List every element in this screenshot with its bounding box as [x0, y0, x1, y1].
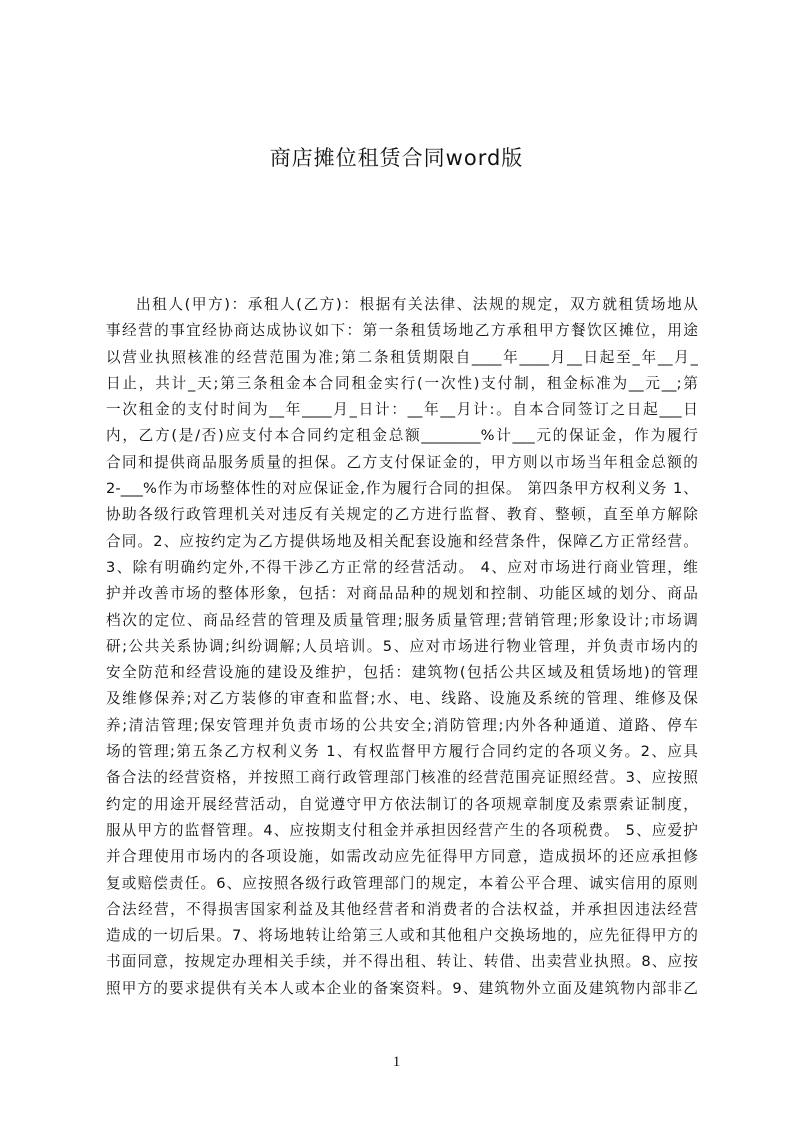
body-line: 3、除有明确约定外,不得干涉乙方正常的经营活动。 4、应对市场进行商业管理，维	[106, 558, 698, 576]
body-line: 日止，共计_天;第三条租金本合同租金实行(一次性)支付制，租金标准为__元__;第	[106, 374, 698, 392]
body-line: 护并改善市场的整体形象，包括：对商品品种的规划和控制、功能区域的划分、商品	[106, 585, 698, 603]
body-line: 并合理使用市场内的各项设施，如需改动应先征得甲方同意，造成损坏的还应承担修	[106, 848, 698, 866]
body-line: 事经营的事宜经协商达成协议如下：第一条租赁场地乙方承租甲方餐饮区摊位，用途	[106, 322, 698, 340]
body-line: 书面同意，按规定办理相关手续，并不得出租、转让、转借、出卖营业执照。8、应按	[106, 953, 698, 971]
body-line: 安全防范和经营设施的建设及维护，包括：建筑物(包括公共区域及租赁场地)的管理	[106, 664, 698, 682]
body-line: 备合法的经营资格，并按照工商行政管理部门核准的经营范围亮证照经营。3、应按照	[106, 769, 698, 787]
body-line: 服从甲方的监督管理。4、应按期支付租金并承担因经营产生的各项税费。 5、应爱护	[106, 821, 698, 839]
body-line: 照甲方的要求提供有关本人或本企业的备案资料。9、建筑物外立面及建筑物内部非乙	[106, 979, 698, 997]
body-line: 合同和提供商品服务质量的担保。乙方支付保证金的，甲方则以市场当年租金总额的	[106, 453, 698, 471]
page-number: 1	[392, 1054, 401, 1070]
body-line: 一次租金的支付时间为__年____月_日计：__年__月计:。自本合同签订之日起___日	[106, 401, 698, 419]
body-line: 内，乙方(是/否)应支付本合同约定租金总额________%计___元的保证金，作为履行	[106, 427, 698, 445]
body-line: 造成的一切后果。7、将场地转让给第三人或和其他租户交换场地的，应先征得甲方的	[106, 927, 698, 945]
body-line: 养;清洁管理;保安管理并负责市场的公共安全;消防管理;内外各种通道、道路、停车	[106, 716, 698, 734]
body-line: 场的管理;第五条乙方权利义务 1、有权监督甲方履行合同约定的各项义务。2、应具	[106, 743, 698, 761]
body-line: 复或赔偿责任。6、应按照各级行政管理部门的规定，本着公平合理、诚实信用的原则	[106, 874, 698, 892]
contract-body	[106, 292, 698, 1032]
body-line: 出租人(甲方)：承租人(乙方)：根据有关法律、法规的规定，双方就租赁场地从	[136, 296, 698, 313]
body-line: 以营业执照核准的经营范围为准;第二条租赁期限自____年____月__日起至_年__月_	[106, 348, 698, 366]
body-line: 约定的用途开展经营活动，自觉遵守甲方依法制订的各项规章制度及索票索证制度，	[106, 795, 698, 813]
body-line: 协助各级行政管理机关对违反有关规定的乙方进行监督、教育、整顿，直至单方解除	[106, 506, 698, 524]
document-title: 商店摊位租赁合同word版	[269, 146, 524, 170]
body-line: 研;公共关系协调;纠纷调解;人员培训。5、应对市场进行物业管理，并负责市场内的	[106, 637, 698, 655]
body-line: 及维修保养;对乙方装修的审查和监督;水、电、线路、设施及系统的管理、维修及保	[106, 690, 698, 708]
body-line: 2-___%作为市场整体性的对应保证金,作为履行合同的担保。 第四条甲方权利义务 1、	[106, 480, 698, 498]
body-line: 合法经营，不得损害国家利益及其他经营者和消费者的合法权益，并承担因违法经营	[106, 900, 698, 918]
body-line: 合同。2、应按约定为乙方提供场地及相关配套设施和经营条件，保障乙方正常经营。	[106, 532, 698, 550]
body-line: 档次的定位、商品经营的管理及质量管理;服务质量管理;营销管理;形象设计;市场调	[106, 611, 698, 629]
